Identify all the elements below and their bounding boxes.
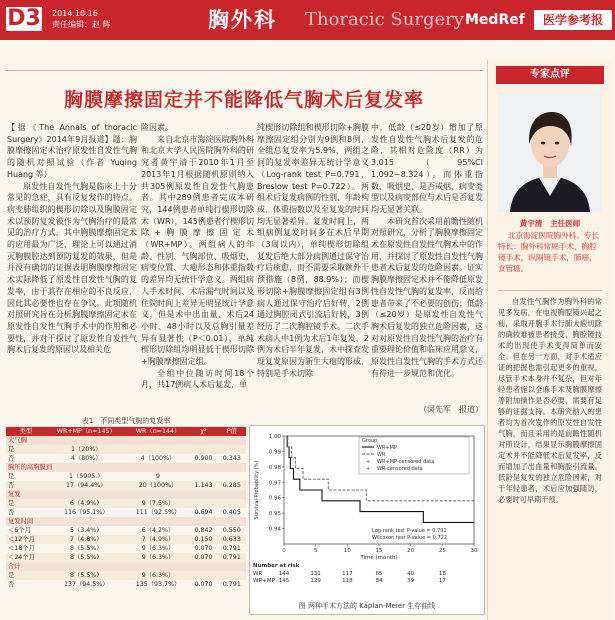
legend-entry: WR+MP-censored data (377, 459, 435, 465)
table-cell (189, 499, 217, 508)
table-row (6, 481, 246, 490)
table-row (6, 544, 246, 553)
table-cell: 0.900 (189, 454, 217, 463)
table-cell: 9 (127, 472, 190, 481)
table-section-row (6, 436, 246, 445)
table-cell: 5（3.4%） (46, 526, 127, 535)
paragraph: 中，低龄（≤20岁）增加了原发性自发性气胸术后复发的危险，其相对危险度（RR）为3.015（95%CI 1.092~8.324）。而体重指数、吸烟史、是否戒烟、病变类型以及病变部位与术后是否复发均无显著关联。 (371, 123, 483, 214)
table-cell: 0.285 (218, 481, 246, 490)
table-cell: 0.694 (189, 508, 217, 517)
table-cell: 6（4.9%） (46, 499, 127, 508)
y-axis-label: Survival-Probability (%) (254, 460, 260, 520)
table-cell: 0.842 (189, 526, 217, 535)
table-row (6, 499, 246, 508)
y-tick-label: 0.99 (268, 449, 281, 456)
commentary-text: 自发性气胸作为胸外科的常见多发病，在电视胸腔镜兴起之前，采取开胸手术行肺大疱切除的确较难被患者接受，胸腔镜技术的出现使手术变得简单而安全。但在另一方面，对手术适应证的把握也需引起更多的重视，尽管手术本身并不复杂，但对年轻患者施以全麻手术及胸膜摩擦等附加操作是否必要，需要有足够的证据支持。本研究纳入的患者均为首次发作的原发性自发性气胸，而且采用的是前瞻性随机对照设计，结果显示胸膜摩擦固定术并不能降低术后复发率，反而增加了出血量和胸腔引流量。低龄是复发的独立危险因素，对于年轻患者，术后应加强随访，必要时可早期干预。 (498, 297, 602, 504)
article-title: 胸膜摩擦固定并不能降低气胸术后复发率 (63, 89, 424, 111)
chart-svg (250, 426, 484, 614)
table-cell: ＜24个月 (6, 553, 46, 562)
paragraph: 本研究首次采用前瞻性随机对照研究，分析了胸膜摩擦固定术在原发性自发性气胸术中的作用，并探讨了原发性自发性气胸患者术后复发的危险因素。证实胸膜摩擦固定术并不能降低原发性自发性气胸的复发率，反而给患者带来了不必要的创伤；低龄（≤20岁）是原发性自发性气胸术后复发的独立危险因素，这对对原发性自发性气胸的治疗有重要理论价值和临床应用意义，原发性自发性气胸的手术方式还有待进一步规范和优化。 (371, 216, 483, 378)
table-cell: 116（95.1%） (46, 508, 127, 517)
expert-commentary (498, 296, 602, 618)
table-cell: 是 (6, 472, 46, 481)
table-body (6, 436, 246, 589)
x-tick-label: 0 (282, 548, 286, 554)
table-cell: 0.070 (189, 553, 217, 562)
table-cell: 0.791 (218, 580, 246, 589)
at-risk-value: 117 (342, 571, 353, 577)
x-tick-label: 20 (407, 548, 415, 554)
at-risk-value: 40 (407, 571, 415, 577)
table-cell: ＜6个月 (6, 526, 46, 535)
table-cell (218, 472, 246, 481)
article-column-3 (257, 122, 369, 407)
table-cell: 是 (6, 499, 46, 508)
sidebar-divider (498, 290, 602, 291)
table-cell: 0.343 (218, 454, 246, 463)
at-risk-value: 18 (438, 571, 446, 577)
y-tick-label: 0.98 (268, 464, 281, 471)
table-cell (218, 445, 246, 454)
x-tick-label: 15 (375, 548, 383, 554)
legend-entry: Group (362, 438, 378, 444)
table-row (6, 553, 246, 562)
table-cell: 8（5.5%） (46, 553, 127, 562)
table-cell: 0.070 (189, 580, 217, 589)
table-cell: 0.070 (189, 544, 217, 553)
doctor-name: 黄宇清 主任医师 (519, 219, 581, 228)
table-section-label: 复发时间 (6, 517, 246, 526)
at-risk-value: 17 (438, 578, 446, 584)
legend-marker: + (366, 459, 371, 465)
table-header-cell: P值 (218, 427, 246, 436)
at-risk-value: 118 (342, 578, 353, 584)
table-cell: 否 (6, 454, 46, 463)
table-row (6, 454, 246, 463)
bio-text: 北京海淀医院胸外科。专长特长：胸外科常规手术，胸腔镜手术，纵隔镜手术，肺癌，食管癌。 (498, 231, 600, 273)
table-section-label: 复发 (6, 490, 246, 499)
table-row (6, 526, 246, 535)
table-header-row (6, 427, 246, 436)
table-cell: 8（5.5%） (46, 544, 127, 553)
paragraph: 来自北京市海淀医院胸外科和北京大学人民医院胸外科的研究者黄宇清于2010年1月至2013年1月根据随机原则纳入共305例原发性自发性气胸患者。其中289例患者完成本研究，144例患者单纯行楔形切除术（WR），145例患者行楔形切除+胸膜摩擦固定术（WR+MP）。两组病人的年龄、性别、气胸部位、吸烟史、病变位置、大疱形态和体重指数的差异均无统计学意义。两组病人手术时间、术后漏气时间以及住院时间上差异无明显统计学意义，但是术中出血量、术后24小时、48小时以及总胸引量差异有显著性（P＜0.01），单纯楔形切除组均明显低于楔形切除+胸膜摩擦固定组。 (141, 134, 254, 367)
x-axis-label: Time (month) (360, 555, 398, 561)
table-caption: 表1 不同类型气胸的复发率 (81, 417, 171, 425)
y-tick-label: 0.97 (268, 480, 281, 487)
paragraph: 险因素。 (141, 123, 173, 132)
at-risk-value: 131 (310, 571, 321, 577)
stat-label: Log-rank test P-value = 0.791 (372, 528, 447, 534)
table-cell: 0.791 (218, 544, 246, 553)
table-header-cell: χ² (189, 427, 217, 436)
table-section-label: 合计 (6, 562, 246, 571)
issue-info (52, 8, 111, 30)
table-cell (189, 472, 217, 481)
x-tick-label: 10 (343, 548, 351, 554)
x-tick-label: 25 (438, 548, 446, 554)
table-cell (218, 571, 246, 580)
doctor-photo (498, 92, 602, 212)
table-cell: 6（4.2%） (127, 526, 190, 535)
sidebar-heading: 专家点评 (496, 66, 604, 84)
section-title-en: Thoracic Surgery (305, 9, 464, 30)
table-cell: 9（6.3%） (127, 553, 190, 562)
table-row (6, 580, 246, 589)
at-risk-value: 84 (375, 578, 383, 584)
legend-marker: + (366, 466, 371, 472)
legend-entry: WR (377, 452, 386, 458)
issue-date: 2014.10.16 (52, 9, 98, 18)
table-header-cell: WR+MP（n=145） (46, 427, 127, 436)
section-title-cn: 胸外科 (208, 8, 277, 32)
x-tick-label: 30 (470, 548, 478, 554)
table-cell (127, 445, 190, 454)
x-tick-label: 5 (313, 548, 318, 554)
table-section-row (6, 463, 246, 472)
table-cell: 137（94.5%） (46, 580, 127, 589)
y-tick-label: 1.00 (268, 434, 281, 440)
table-cell: 7（4.9%） (127, 535, 190, 544)
table-row (6, 472, 246, 481)
article-column-1 (7, 122, 137, 414)
table-cell: ＜18个月 (6, 544, 46, 553)
table-cell: 1（5905.） (46, 472, 127, 481)
table-cell: 9（7.5%） (127, 499, 190, 508)
legend-entry: WR-censored data (377, 466, 423, 472)
table-cell: 4（80%） (46, 454, 127, 463)
table-cell: 0.150 (189, 535, 217, 544)
at-risk-value: 85 (375, 571, 383, 577)
table-row (6, 535, 246, 544)
page-number: D3 (7, 6, 41, 31)
table-cell: 否 (6, 508, 46, 517)
table-row (6, 445, 246, 454)
page-header (0, 0, 615, 40)
table-row (6, 571, 246, 580)
at-risk-value: 39 (407, 578, 415, 584)
paragraph: 原发性自发性气胸是临床上十分常见的急症，具有反复发作的特点。病变肺组织的楔形切除以及胸膜固定术以预防复发被作为气胸治疗的最常见的治疗方式，其中胸膜摩擦固定术的应用最为广泛，理论上可以通过消灭胸膜腔达到预防复发的效果，但是并没有确切的证据表明胸膜摩擦固定术实际降低了原发性自发性气胸的复发率，由于其存在相应的不良反应，因此其必要性也存在争议。此项随机对照研究旨在分析胸膜摩擦固定术在原发性自发性气胸手术中的作用和必要性，并对于探讨了原发性自发性气胸术后复发的原因以及相关危 (7, 181, 137, 355)
table-cell: 135（93.7%） (127, 580, 190, 589)
table-cell: 0.405 (218, 508, 246, 517)
paragraph: 【据《The Annals of thoracic Surgery》2014年9月报道】题：胸膜摩擦固定术治疗原发性自发性气胸的随机对照试验（作者 Yuqing Huang 等） (7, 123, 137, 179)
at-risk-label: Number at risk (253, 563, 300, 569)
title-divider (5, 70, 483, 71)
table-cell: 4（100%） (127, 454, 190, 463)
article-column-4 (371, 122, 483, 407)
doctor-bio (498, 230, 602, 274)
y-tick-label: 0.94 (268, 526, 281, 533)
table-cell: 9（6.3%） (127, 571, 190, 580)
table-cell: 20（100%） (127, 481, 190, 490)
table-cell: 8（5.5%） (46, 571, 127, 580)
table-row (6, 508, 246, 517)
table-cell: 0.550 (218, 526, 246, 535)
paragraph: 全组中位随访时间18个月，共17例病人术后复发，单 (141, 368, 254, 390)
table-header-cell: 类型 (6, 427, 46, 436)
reporter-signature: （闵先军 报道） (419, 405, 483, 414)
table-cell: 1.143 (189, 481, 217, 490)
y-tick-label: 0.95 (268, 511, 281, 518)
y-tick-label: 0.96 (268, 495, 281, 502)
table-cell: 0.791 (218, 553, 246, 562)
table-cell: ＜12个月 (6, 535, 46, 544)
doctor-portrait (498, 92, 602, 212)
table-cell: 1（20%） (46, 445, 127, 454)
column-name: 医学参考报 (534, 10, 612, 30)
table-section-row (6, 490, 246, 499)
at-risk-value: 145 (278, 578, 290, 584)
expert-sidebar (487, 60, 612, 620)
table-cell (189, 571, 217, 580)
paragraph: 纯楔形切除组和楔形切除+胸膜摩擦固定组分别为9例和8例，全组总复发率为5.9%，两组之间的复发率差异无统计学意义（Log-rank test P=0.791，Breslow test P=0.722）。两组术后复发病例的性别、年龄构成、体重指数以及至复发的时间均无显著差异。复发时间上，两组病例复发时间多在术后早期（3周以内），单纯楔形切除组复发后绝大部分病例通过保守治疗后痊愈，而不需要采取额外干预措施（8例，88.9%）；而楔形切除+胸膜摩擦固定组有3例病人通过保守治疗后好转，2例通过胸腔闭式引流后好转，3例经历了二次胸腔镜手术。二次手术病人中1例为术后1年复发，2例为术后半年复发，术中探查发现复发原因为新生大疱的形成，特别是手术切除 (257, 123, 369, 378)
at-risk-group: WR+MP (253, 578, 275, 584)
table-cell: 9（6.3%） (127, 544, 190, 553)
table-cell (218, 499, 246, 508)
table-header-cell: WR（n=144） (127, 427, 190, 436)
table-cell: 17（94.4%） (46, 481, 127, 490)
table-cell: 否 (6, 580, 46, 589)
editor-credit: 责任编辑：赵 辉 (52, 20, 111, 29)
table-cell: 0.633 (218, 535, 246, 544)
at-risk-value: 129 (310, 578, 321, 584)
table-section-row (6, 562, 246, 571)
table-cell: 7（4.8%） (46, 535, 127, 544)
at-risk-value: 144 (278, 571, 290, 577)
table-cell: 是 (6, 445, 46, 454)
table-cell: 否 (6, 481, 46, 490)
table-section-row (6, 517, 246, 526)
at-risk-group: WR (253, 571, 263, 577)
figure-caption: 图 两种手术方法的 Kaplan-Meier 生存曲线 (298, 602, 436, 610)
table-section-label: 大气胸 (6, 436, 246, 445)
table-cell: 是 (6, 571, 46, 580)
legend-entry: WR+MP (377, 445, 397, 451)
stat-label: Wilcoxon test P-value = 0.722 (372, 535, 447, 541)
table-section-label: 胸压的高胸膜到 (6, 463, 246, 472)
table (6, 427, 246, 589)
table-cell (189, 445, 217, 454)
table-cell: 111（92.5%） (127, 508, 190, 517)
recurrence-table (6, 416, 246, 589)
kaplan-meier-chart (249, 425, 485, 615)
brand-logo: MedRef (465, 12, 525, 28)
article-column-2 (141, 122, 254, 397)
